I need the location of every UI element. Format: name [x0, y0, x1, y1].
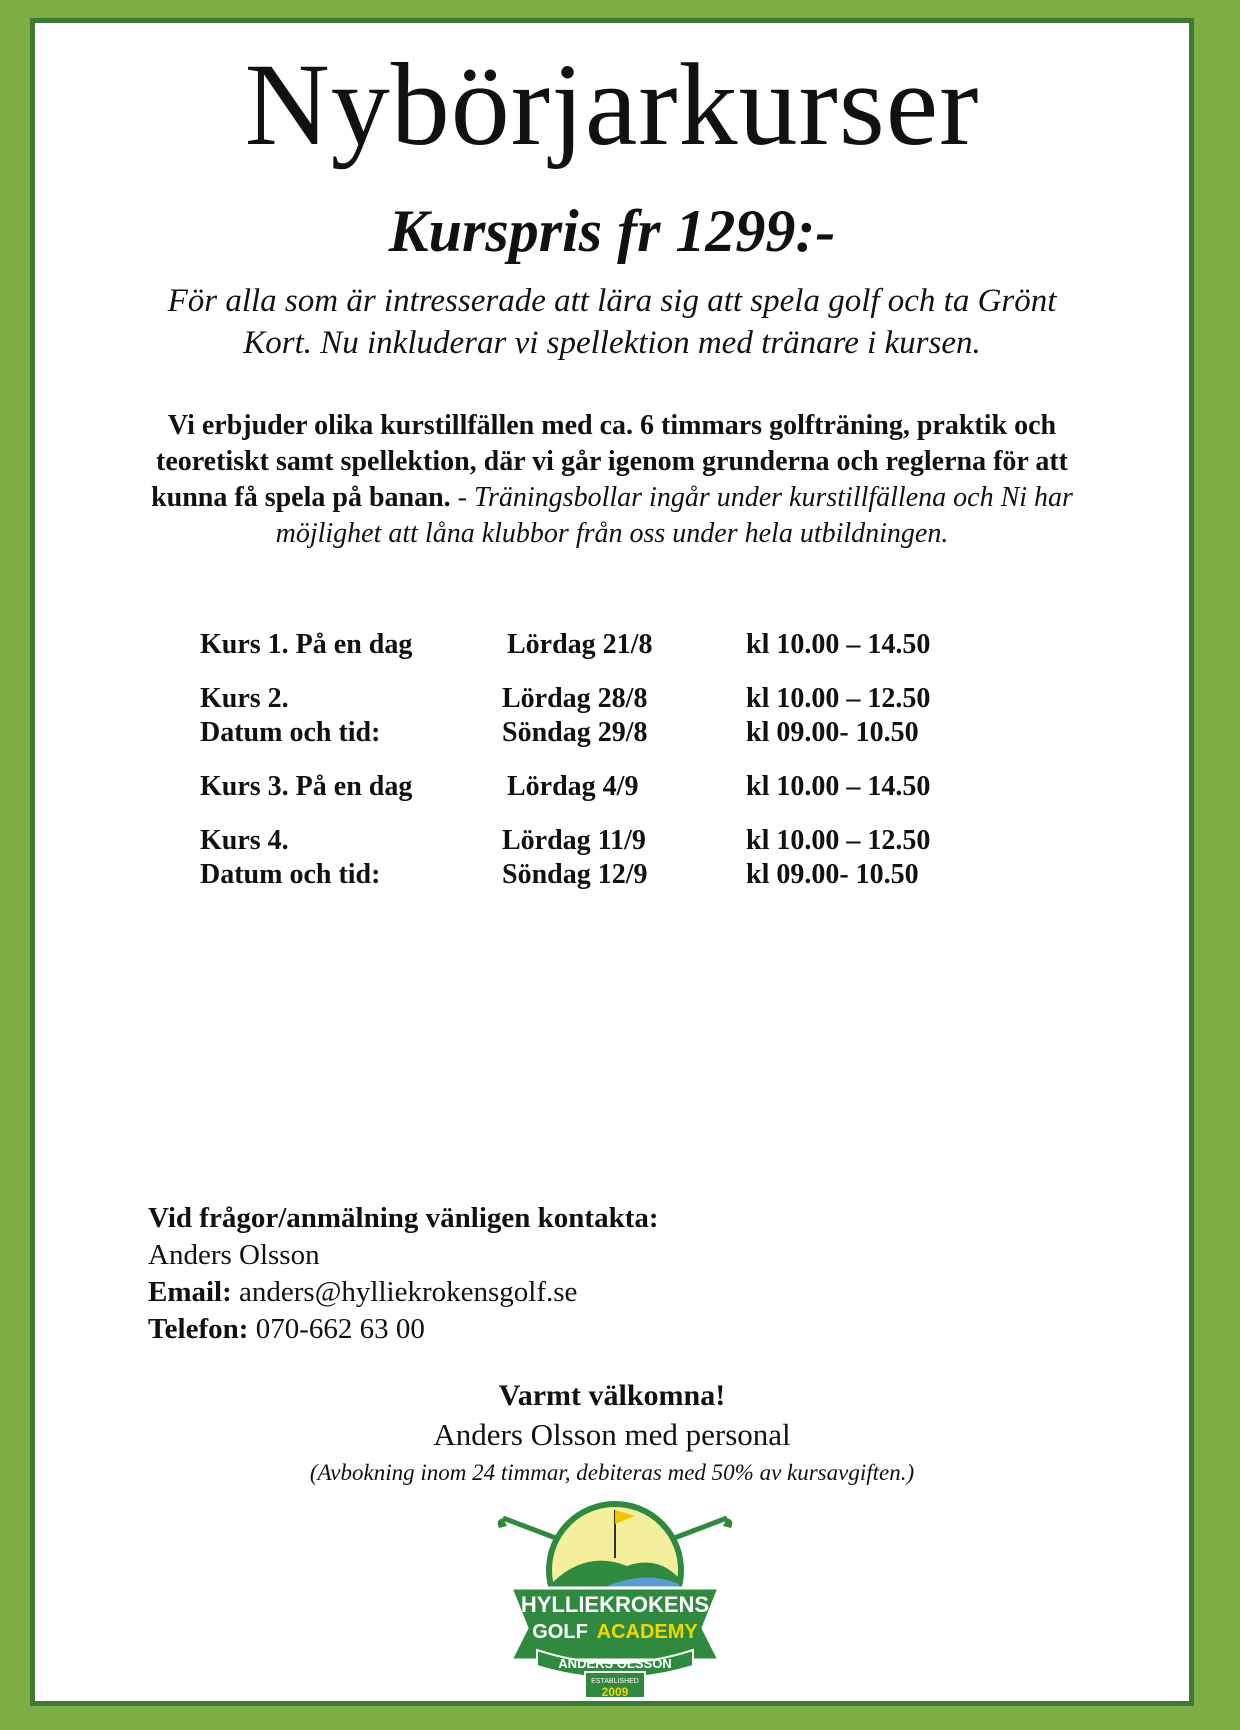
established-year: 2009 — [601, 1685, 629, 1699]
course-label: Kurs 4. — [200, 825, 289, 856]
schedule-row — [200, 824, 1100, 858]
course-block — [200, 824, 1100, 892]
schedule-row — [200, 858, 1100, 892]
email-link[interactable]: anders@hylliekrokensgolf.se — [239, 1276, 578, 1308]
course-date: Lördag 4/9 — [507, 771, 639, 802]
course-time: kl 09.00- 10.50 — [746, 859, 919, 890]
poster-sheet — [30, 18, 1194, 1706]
course-date: Lördag 21/8 — [507, 629, 653, 660]
phone-number: 070-662 63 00 — [255, 1313, 425, 1345]
course-block — [200, 770, 1100, 804]
golf-academy-logo — [497, 1500, 733, 1700]
course-date: Söndag 12/9 — [502, 859, 648, 890]
course-time: kl 10.00 – 14.50 — [746, 629, 931, 660]
schedule-row — [200, 716, 1100, 750]
course-label: Datum och tid: — [200, 859, 381, 890]
course-date: Lördag 28/8 — [502, 683, 648, 714]
logo-academy: ACADEMY — [596, 1621, 698, 1643]
cancellation-note: (Avbokning inom 24 timmar, debiteras med 50% av kursavgiften.) — [309, 1460, 915, 1485]
contact-name: Anders Olsson — [148, 1239, 320, 1271]
schedule-row — [200, 682, 1100, 716]
logo-line1: HYLLIEKROKENS — [520, 1592, 710, 1617]
course-block — [200, 682, 1100, 750]
phone-label: Telefon: — [148, 1313, 249, 1345]
course-block — [200, 628, 1100, 662]
course-time: kl 10.00 – 14.50 — [746, 771, 931, 802]
offer-paragraph — [135, 408, 1089, 552]
course-label: Kurs 2. — [200, 683, 289, 714]
logo-golf: GOLF — [532, 1621, 588, 1643]
course-time: kl 10.00 – 12.50 — [746, 683, 931, 714]
course-date: Söndag 29/8 — [502, 717, 648, 748]
course-date: Lördag 11/9 — [502, 825, 646, 856]
contact-heading: Vid frågor/anmälning vänligen kontakta: — [148, 1202, 659, 1234]
course-label: Datum och tid: — [200, 717, 381, 748]
course-label: Kurs 1. På en dag — [200, 629, 413, 660]
contact-section — [148, 1200, 1048, 1348]
logo-ribbon-text: ANDERS OLSSON — [558, 1656, 672, 1671]
intro-text: För alla som är intresserade att lära sig att spela golf och ta Grönt Kort. Nu inkluderar vi spellektion med tränare i kursen. — [167, 283, 1057, 361]
contact-email-line — [148, 1274, 1048, 1311]
schedule-row — [200, 628, 1100, 662]
staff-signature: Anders Olsson med personal — [433, 1417, 791, 1452]
welcome-heading: Varmt välkomna! — [498, 1379, 726, 1412]
club-shaft-left — [503, 1518, 561, 1540]
contact-phone-line — [148, 1311, 1048, 1348]
established-label: ESTABLISHED — [591, 1678, 639, 1685]
club-shaft-right — [669, 1518, 727, 1540]
course-time: kl 09.00- 10.50 — [746, 717, 919, 748]
offer-bold-text: Vi erbjuder olika kurstillfällen med ca. 6 timmars golfträning, praktik och teoretiskt samt spellektion, där vi går igenom grunderna och reglerna för att kunna få spela på banan. — [151, 410, 1068, 513]
course-schedule — [200, 628, 1100, 912]
course-price: Kurspris fr 1299:- — [388, 198, 836, 264]
logo-line2 — [532, 1621, 698, 1643]
offer-italic-text: - Träningsbollar ingår under kurstillfällena och Ni har möjlighet att låna klubbor från oss under hela utbildningen. — [275, 482, 1073, 549]
course-label: Kurs 3. På en dag — [200, 771, 413, 802]
course-time: kl 10.00 – 12.50 — [746, 825, 931, 856]
email-label: Email: — [148, 1276, 232, 1308]
schedule-row — [200, 770, 1100, 804]
page-title: Nybörjarkurser — [244, 39, 980, 170]
